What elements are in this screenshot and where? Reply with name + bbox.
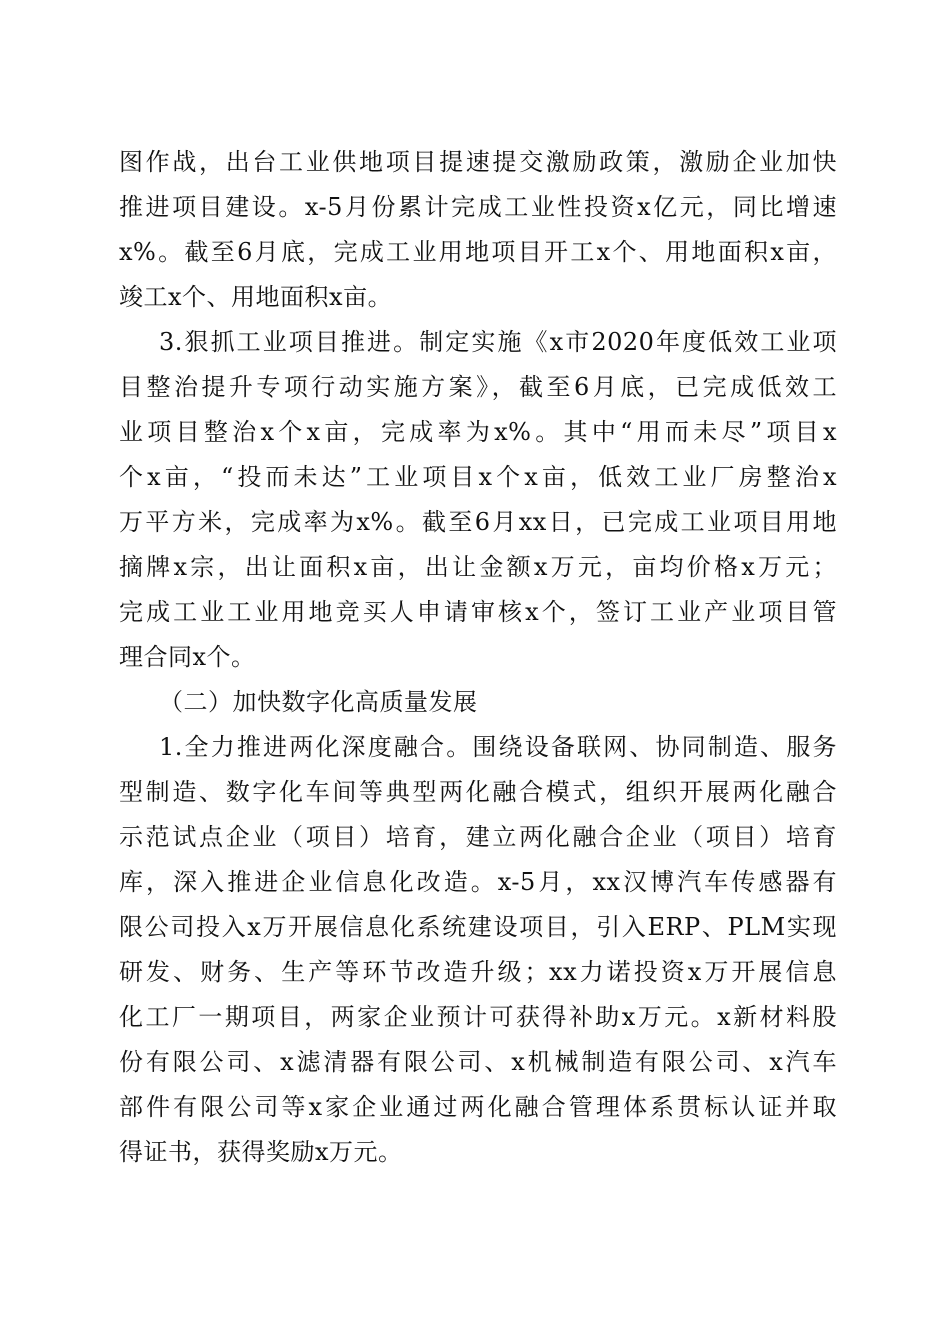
text-line: 竣工x个、用地面积x亩。: [119, 283, 393, 311]
text-line: 摘牌x宗，出让面积x亩，出让金额x万元，亩均价格x万元；: [119, 553, 837, 581]
text-line: 完成工业工业用地竞买人申请审核x个，签订工业产业项目管: [119, 598, 837, 626]
text-line: 部件有限公司等x家企业通过两化融合管理体系贯标认证并取: [119, 1093, 837, 1121]
text-line: 化工厂一期项目，两家企业预计可获得补助x万元。x新材料股: [119, 1003, 837, 1031]
text-line: 理合同x个。: [119, 643, 256, 671]
text-line: 目整治提升专项行动实施方案》，截至6月底，已完成低效工: [119, 373, 837, 401]
text-line: 图作战，出台工业供地项目提速提交激励政策，激励企业加快: [119, 148, 837, 176]
text-line: 库，深入推进企业信息化改造。x-5月，xx汉博汽车传感器有: [119, 868, 837, 896]
text-line: 研发、财务、生产等环节改造升级；xx力诺投资x万开展信息: [119, 958, 837, 986]
text-line: 3.狠抓工业项目推进。制定实施《x市2020年度低效工业项: [159, 328, 837, 356]
text-line: 推进项目建设。x-5月份累计完成工业性投资x亿元，同比增速: [119, 193, 837, 221]
text-line: 个x亩，“投而未达”工业项目x个x亩，低效工业厂房整治x: [119, 463, 837, 491]
section-heading: （二）加快数字化高质量发展: [159, 688, 478, 716]
text-line: 型制造、数字化车间等典型两化融合模式，组织开展两化融合: [119, 778, 837, 806]
text-line: 1.全力推进两化深度融合。围绕设备联网、协同制造、服务: [159, 733, 837, 761]
text-line: 业项目整治x个x亩，完成率为x%。其中“用而未尽”项目x: [119, 418, 837, 446]
text-line: 份有限公司、x滤清器有限公司、x机械制造有限公司、x汽车: [119, 1048, 837, 1076]
text-line: 得证书，获得奖励x万元。: [119, 1138, 403, 1166]
text-line: 示范试点企业（项目）培育，建立两化融合企业（项目）培育: [119, 823, 837, 851]
text-line: 限公司投入x万开展信息化系统建设项目，引入ERP、PLM实现: [119, 913, 837, 941]
document-body: [119, 140, 837, 1175]
text-line: x%。截至6月底，完成工业用地项目开工x个、用地面积x亩，: [119, 238, 837, 266]
text-line: 万平方米，完成率为x%。截至6月xx日，已完成工业项目用地: [119, 508, 837, 536]
